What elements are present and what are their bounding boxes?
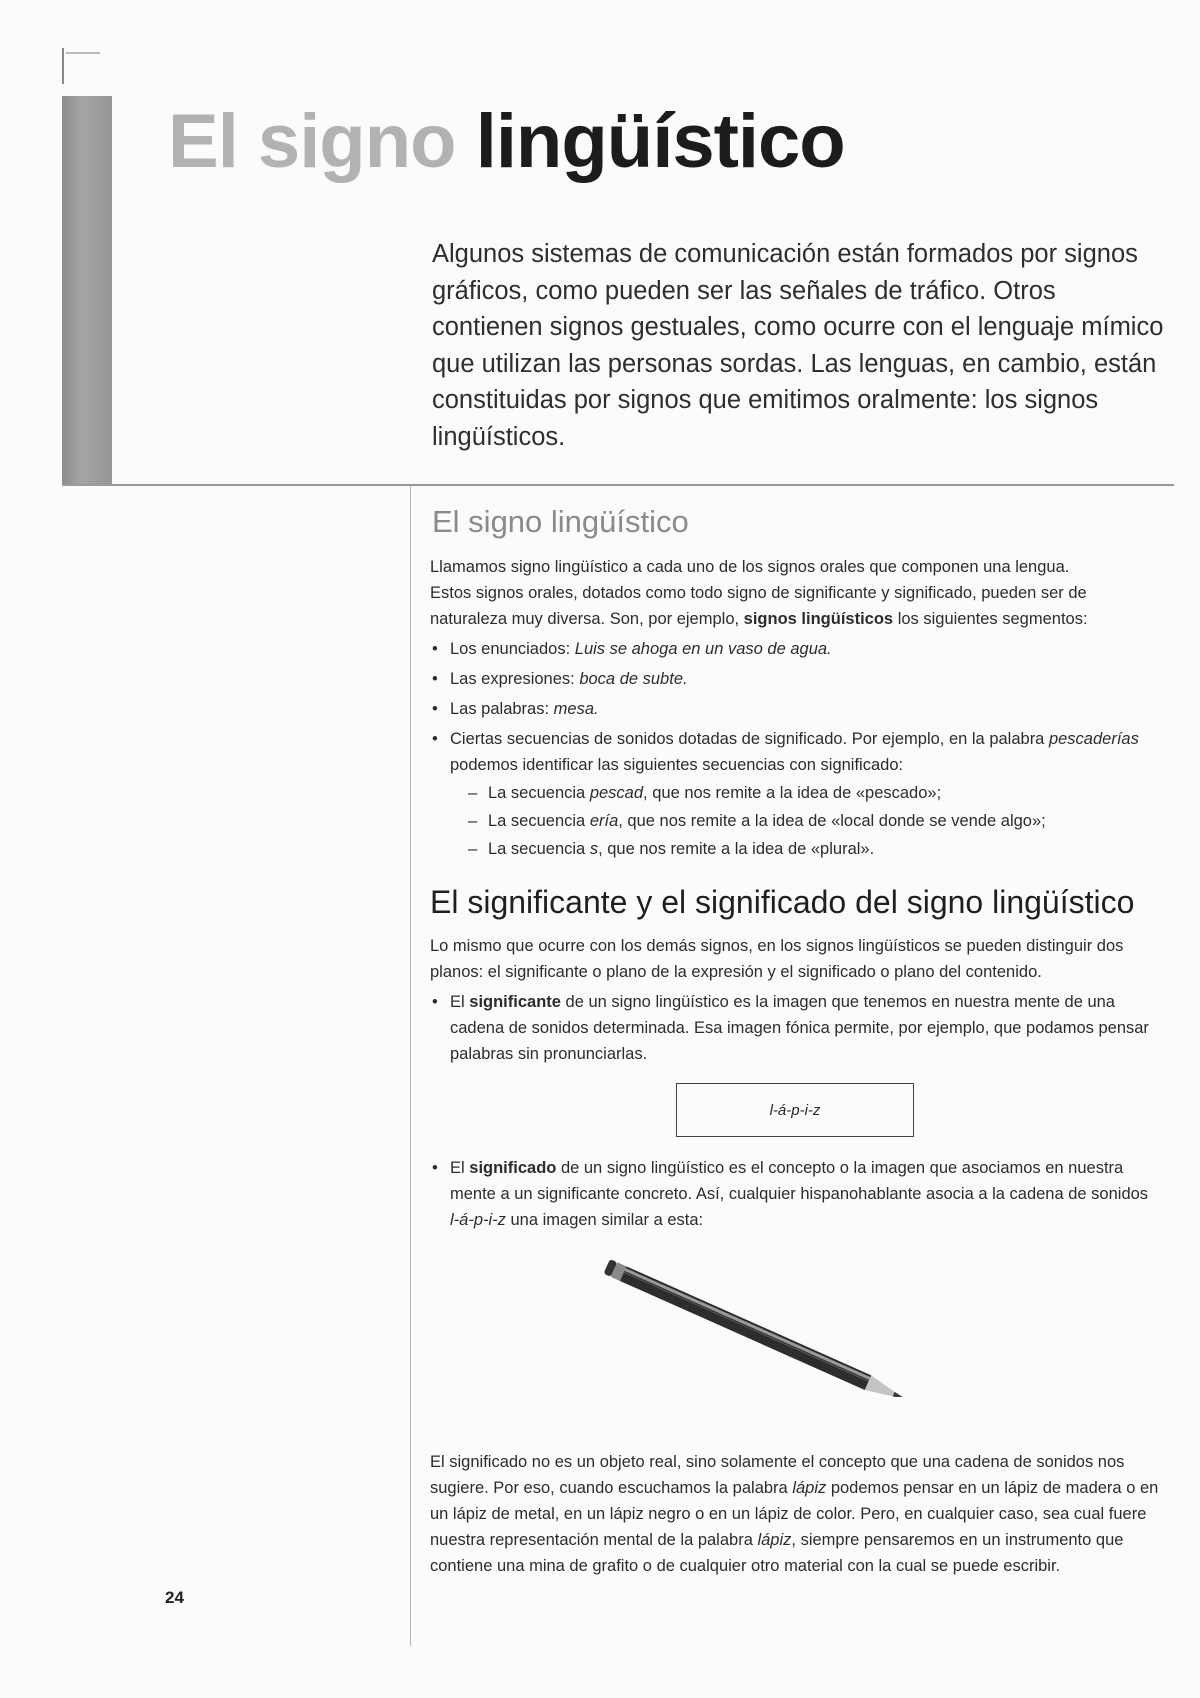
page-number: 24 bbox=[165, 1588, 184, 1607]
main-content bbox=[430, 498, 1160, 1579]
header-divider bbox=[62, 484, 1174, 486]
list-item: • El significado de un signo lingüístico es el concepto o la imagen que asociamos en nuestra mente a un significante concreto. Así, cualquier hispanohablante asocia a la cadena de sonidos l-á-p-i-z una imagen similar a esta: bbox=[430, 1155, 1160, 1233]
sub-list-item: – La secuencia pescad, que nos remite a la idea de «pescado»; bbox=[450, 780, 1160, 806]
list-item: • Los enunciados: Luis se ahoga en un vaso de agua. bbox=[430, 636, 1160, 662]
sub-list-item: – La secuencia s, que nos remite a la idea de «plural». bbox=[450, 836, 1160, 862]
section-heading-signo: El signo lingüístico bbox=[432, 504, 689, 539]
diversity-paragraph: Estos signos orales, dotados como todo signo de significante y significado, pueden ser de naturaleza muy diversa. Son, por ejemplo, signos lingüísticos los siguientes segmentos: bbox=[430, 584, 1088, 628]
list-item: • Ciertas secuencias de sonidos dotadas de significado. Por ejemplo, en la palabra pescaderías podemos identificar las siguientes secuencias con significado: – La secuencia pescad, que nos remite a la idea de «pescado»; – La secuencia ería, que nos remite a la idea de «local donde se vende algo»; – La secuencia s, que nos remite a la idea de «plural». bbox=[430, 726, 1160, 862]
title-part-dark: lingüístico bbox=[475, 99, 845, 184]
list-item: • El significante de un signo lingüístico es la imagen que tenemos en nuestra mente de una cadena de sonidos determinada. Esa imagen fónica permite, por ejemplo, que podamos pensar palabras sin pronunciarlas. bbox=[430, 989, 1160, 1067]
significante-box bbox=[676, 1083, 914, 1137]
title-part-light: El signo bbox=[168, 99, 456, 184]
segment-list bbox=[430, 636, 1160, 862]
significante-box-text: l-á-p-i-z bbox=[769, 1101, 821, 1119]
sequence-sublist bbox=[450, 780, 1160, 862]
significante-list bbox=[430, 989, 1160, 1067]
pencil-illustration bbox=[590, 1237, 1160, 1415]
section-heading-significante: El significante y el significado del signo lingüístico bbox=[430, 884, 1135, 920]
column-divider bbox=[410, 486, 411, 1646]
planes-paragraph: Lo mismo que ocurre con los demás signos, en los signos lingüísticos se pueden distinguir dos planos: el significante o plano de la expresión y el significado o plano del contenido. bbox=[430, 937, 1124, 981]
page-title bbox=[168, 98, 845, 185]
pencil-icon bbox=[590, 1237, 950, 1397]
significado-list bbox=[430, 1155, 1160, 1233]
definition-paragraph: Llamamos signo lingüístico a cada uno de los signos orales que componen una lengua. bbox=[430, 558, 1070, 576]
list-item: • Las expresiones: boca de subte. bbox=[430, 666, 1160, 692]
crop-mark bbox=[46, 48, 116, 60]
sub-list-item: – La secuencia ería, que nos remite a la idea de «local donde se vende algo»; bbox=[450, 808, 1160, 834]
header-gray-bar bbox=[62, 96, 112, 484]
closing-paragraph: El significado no es un objeto real, sino solamente el concepto que una cadena de sonidos nos sugiere. Por eso, cuando escuchamos la palabra lápiz podemos pensar en un lápiz de madera o en un lápiz de metal, en un lápiz negro o en un lápiz de color. Pero, en cualquier caso, sea cual fuere nuestra representación mental de la palabra lápiz, siempre pensaremos en un instrumento que contiene una mina de grafito o de cualquier otro material con la cual se puede escribir. bbox=[430, 1453, 1159, 1575]
intro-paragraph: Algunos sistemas de comunicación están formados por signos gráficos, como pueden ser las señales de tráfico. Otros contienen signos gestuales, como ocurre con el lenguaje mímico que utilizan las personas sordas. Las lenguas, en cambio, están constituidas por signos que emitimos oralmente: los signos lingüísticos. bbox=[432, 240, 1164, 451]
list-item: • Las palabras: mesa. bbox=[430, 696, 1160, 722]
